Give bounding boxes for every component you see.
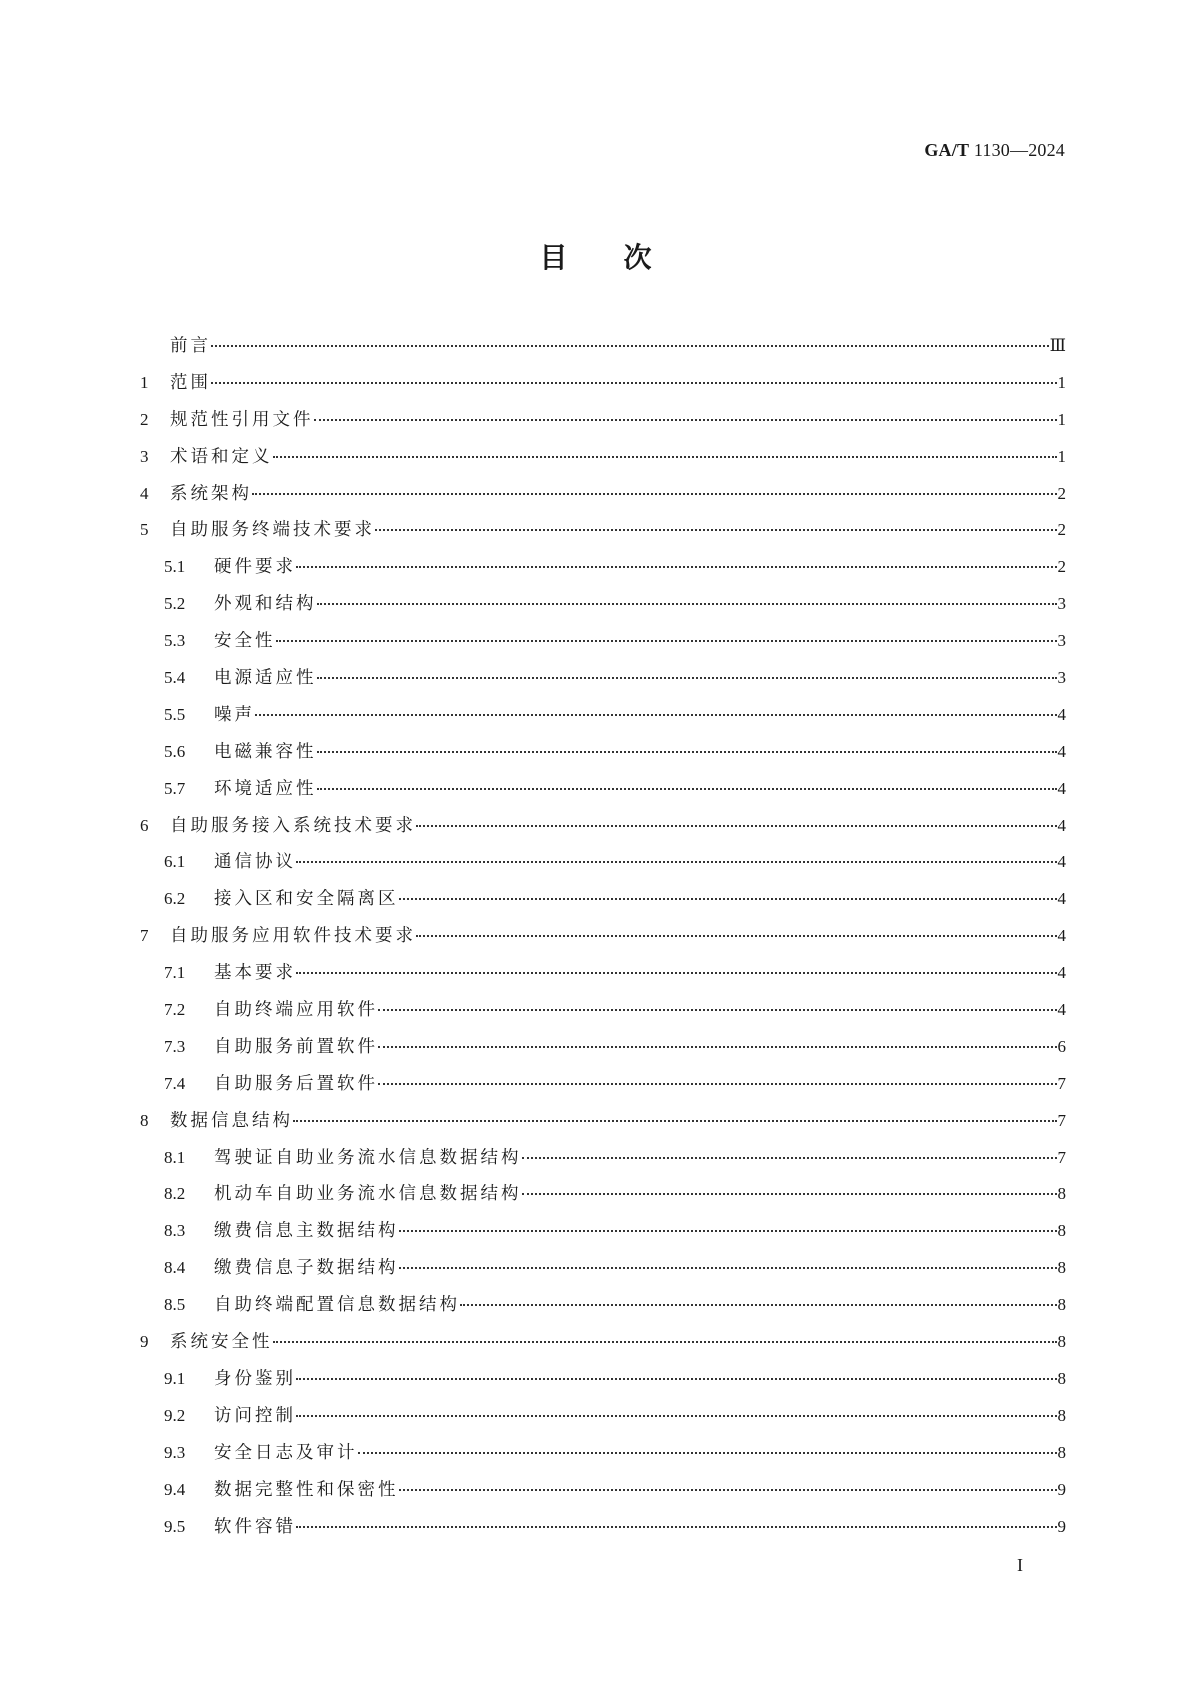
toc-entry-number: 9 <box>140 1332 149 1352</box>
toc-dot-leader <box>255 714 1057 716</box>
toc-entry-number: 8.3 <box>164 1221 186 1241</box>
toc-entry-8-1[interactable] <box>140 1149 1066 1186</box>
toc-entry-title: 环境适应性 <box>214 778 317 799</box>
toc-entry-page: 1 <box>1057 372 1066 392</box>
toc-entry-title: 接入区和安全隔离区 <box>214 889 399 910</box>
toc-entry-page: 4 <box>1057 741 1066 761</box>
toc-entry-page: Ⅲ <box>1049 336 1066 355</box>
toc-entry-number: 6.1 <box>164 852 186 872</box>
toc-entry-number: 5.5 <box>164 704 186 724</box>
toc-dot-leader <box>399 1230 1057 1232</box>
toc-dot-leader <box>378 1009 1057 1011</box>
toc-entry-number: 5.4 <box>164 668 186 688</box>
toc-entry-title: 噪声 <box>214 704 255 725</box>
toc-entry-page: 4 <box>1057 778 1066 798</box>
toc-dot-leader <box>296 861 1057 863</box>
toc-entry-number: 7.2 <box>164 1000 186 1020</box>
toc-entry-title: 系统安全性 <box>170 1332 273 1353</box>
toc-dot-leader <box>416 935 1057 937</box>
toc-entry-title: 术语和定义 <box>170 446 273 467</box>
toc-entry-title: 数据信息结构 <box>170 1110 293 1131</box>
toc-entry-page: 4 <box>1057 926 1066 946</box>
page-number: I <box>1017 1555 1023 1575</box>
toc-entry-number: 5.7 <box>164 778 186 798</box>
toc-entry-9-5[interactable] <box>140 1518 1066 1555</box>
toc-dot-leader <box>375 529 1057 531</box>
toc-entry-title: 自助终端应用软件 <box>214 1000 378 1021</box>
toc-entry-4[interactable] <box>140 485 1066 522</box>
toc-dot-leader <box>317 603 1057 605</box>
toc-entry-8[interactable] <box>140 1112 1066 1149</box>
toc-dot-leader <box>399 1489 1057 1491</box>
toc-entry-page: 9 <box>1057 1516 1066 1536</box>
toc-entry-5-6[interactable] <box>140 743 1066 780</box>
toc-entry-title: 系统架构 <box>170 483 252 504</box>
toc-entry-page: 8 <box>1057 1295 1066 1315</box>
toc-entry-number: 9.3 <box>164 1442 186 1462</box>
toc-entry-page: 3 <box>1057 594 1066 614</box>
toc-entry-9-2[interactable] <box>140 1407 1066 1444</box>
standard-code: 1130—2024 <box>969 140 1065 160</box>
toc-entry-page: 6 <box>1057 1036 1066 1056</box>
toc-entry-page: 7 <box>1057 1147 1066 1167</box>
toc-entry-title: 数据完整性和保密性 <box>214 1479 399 1500</box>
toc-entry-number: 7.4 <box>164 1073 186 1093</box>
toc-entry-title: 外观和结构 <box>214 594 317 615</box>
toc-dot-leader <box>522 1193 1057 1195</box>
toc-entry-title: 身份鉴别 <box>214 1368 296 1389</box>
toc-entry-title: 电源适应性 <box>214 668 317 689</box>
toc-entry-page: 7 <box>1057 1110 1066 1130</box>
toc-entry-title: 硬件要求 <box>214 557 296 578</box>
toc-dot-leader <box>296 972 1057 974</box>
toc-entry-title: 基本要求 <box>214 963 296 984</box>
toc-entry-number: 7.3 <box>164 1036 186 1056</box>
toc-entry-number: 5.2 <box>164 594 186 614</box>
toc-dot-leader <box>296 1526 1057 1528</box>
toc-entry-8-3[interactable] <box>140 1222 1066 1259</box>
toc-entry-title: 通信协议 <box>214 852 296 873</box>
toc-entry-number: 8 <box>140 1110 149 1130</box>
toc-entry-6-1[interactable] <box>140 853 1066 890</box>
toc-entry-7-1[interactable] <box>140 964 1066 1001</box>
toc-entry-number: 8.2 <box>164 1184 186 1204</box>
toc-entry-number: 9.4 <box>164 1479 186 1499</box>
toc-entry-title: 自助服务前置软件 <box>214 1036 378 1057</box>
toc-dot-leader <box>378 1046 1057 1048</box>
toc-entry-title: 前言 <box>170 336 211 356</box>
page-title: 目次 <box>539 241 708 274</box>
toc-dot-leader <box>314 419 1057 421</box>
toc-entry-number: 5.3 <box>164 631 186 651</box>
toc-entry-preface[interactable] <box>140 337 1066 374</box>
toc-entry-7[interactable] <box>140 927 1066 964</box>
toc-entry-number: 9.5 <box>164 1516 186 1536</box>
toc-dot-leader <box>276 640 1057 642</box>
toc-entry-number: 5.6 <box>164 741 186 761</box>
toc-entry-title: 缴费信息主数据结构 <box>214 1221 399 1242</box>
toc-entry-number: 1 <box>140 372 149 392</box>
toc-entry-page: 8 <box>1057 1405 1066 1425</box>
toc-dot-leader <box>399 1267 1057 1269</box>
toc-dot-leader <box>317 788 1057 790</box>
toc-entry-title: 范围 <box>170 372 211 393</box>
toc-entry-title: 访问控制 <box>214 1405 296 1426</box>
toc-entry-9-4[interactable] <box>140 1481 1066 1518</box>
toc-dot-leader <box>399 898 1057 900</box>
toc-entry-title: 规范性引用文件 <box>170 409 314 430</box>
toc-entry-title: 软件容错 <box>214 1516 296 1537</box>
toc-dot-leader <box>378 1083 1057 1085</box>
toc-entry-page: 8 <box>1057 1442 1066 1462</box>
toc-entry-5-2[interactable] <box>140 595 1066 632</box>
toc-entry-5[interactable] <box>140 521 1066 558</box>
toc-entry-2[interactable] <box>140 411 1066 448</box>
toc-entry-page: 2 <box>1057 483 1066 503</box>
toc-entry-8-5[interactable] <box>140 1296 1066 1333</box>
toc-entry-9-3[interactable] <box>140 1444 1066 1481</box>
toc-entry-page: 1 <box>1057 409 1066 429</box>
toc-entry-page: 8 <box>1057 1368 1066 1388</box>
toc-dot-leader <box>273 1341 1057 1343</box>
toc-entry-number: 9.1 <box>164 1368 186 1388</box>
toc-dot-leader <box>317 751 1057 753</box>
toc-dot-leader <box>211 345 1049 347</box>
toc-entry-title: 电磁兼容性 <box>214 741 317 762</box>
toc-dot-leader <box>296 566 1057 568</box>
toc-entry-9-1[interactable] <box>140 1370 1066 1407</box>
toc-entry-8-2[interactable] <box>140 1185 1066 1222</box>
toc-entry-page: 3 <box>1057 631 1066 651</box>
toc-entry-page: 4 <box>1057 963 1066 983</box>
toc-entry-number: 2 <box>140 409 149 429</box>
toc-entry-8-4[interactable] <box>140 1259 1066 1296</box>
toc-entry-page: 9 <box>1057 1479 1066 1499</box>
toc-dot-leader <box>522 1157 1057 1159</box>
table-of-contents <box>140 337 1066 1554</box>
toc-entry-page: 4 <box>1057 1000 1066 1020</box>
toc-entry-5-7[interactable] <box>140 780 1066 817</box>
toc-dot-leader <box>252 493 1057 495</box>
toc-entry-page: 1 <box>1057 446 1066 466</box>
toc-entry-title: 自助服务应用软件技术要求 <box>170 926 416 947</box>
toc-entry-page: 8 <box>1057 1184 1066 1204</box>
toc-entry-page: 8 <box>1057 1258 1066 1278</box>
toc-entry-title: 机动车自助业务流水信息数据结构 <box>214 1184 522 1205</box>
toc-entry-title: 自助服务后置软件 <box>214 1073 378 1094</box>
standard-number <box>924 140 1065 161</box>
toc-entry-1[interactable] <box>140 374 1066 411</box>
toc-entry-number: 9.2 <box>164 1405 186 1425</box>
toc-entry-5-5[interactable] <box>140 706 1066 743</box>
toc-dot-leader <box>317 677 1057 679</box>
toc-entry-number: 5 <box>140 520 149 540</box>
toc-entry-page: 3 <box>1057 668 1066 688</box>
toc-entry-title: 安全性 <box>214 631 276 652</box>
toc-dot-leader <box>416 825 1057 827</box>
toc-dot-leader <box>293 1120 1057 1122</box>
toc-entry-number: 5.1 <box>164 557 186 577</box>
toc-dot-leader <box>358 1452 1057 1454</box>
toc-entry-page: 7 <box>1057 1073 1066 1093</box>
toc-dot-leader <box>211 382 1057 384</box>
toc-entry-title: 缴费信息子数据结构 <box>214 1258 399 1279</box>
toc-entry-7-3[interactable] <box>140 1038 1066 1075</box>
toc-entry-number: 6.2 <box>164 889 186 909</box>
toc-entry-page: 4 <box>1057 852 1066 872</box>
toc-dot-leader <box>273 456 1057 458</box>
toc-entry-7-4[interactable] <box>140 1075 1066 1112</box>
toc-entry-number: 8.5 <box>164 1295 186 1315</box>
toc-entry-5-1[interactable] <box>140 558 1066 595</box>
toc-dot-leader <box>296 1378 1057 1380</box>
toc-entry-page: 2 <box>1057 557 1066 577</box>
toc-entry-title: 驾驶证自助业务流水信息数据结构 <box>214 1147 522 1168</box>
toc-entry-page: 4 <box>1057 704 1066 724</box>
toc-entry-number: 8.1 <box>164 1147 186 1167</box>
toc-entry-number: 4 <box>140 483 149 503</box>
toc-entry-6-2[interactable] <box>140 890 1066 927</box>
toc-entry-page: 8 <box>1057 1221 1066 1241</box>
toc-entry-number: 3 <box>140 446 149 466</box>
toc-entry-9[interactable] <box>140 1333 1066 1370</box>
toc-entry-number: 7.1 <box>164 963 186 983</box>
toc-entry-6[interactable] <box>140 817 1066 854</box>
toc-entry-3[interactable] <box>140 448 1066 485</box>
toc-entry-5-3[interactable] <box>140 632 1066 669</box>
toc-dot-leader <box>460 1304 1057 1306</box>
toc-entry-number: 8.4 <box>164 1258 186 1278</box>
toc-entry-number: 6 <box>140 815 149 835</box>
toc-entry-title: 自助服务终端技术要求 <box>170 520 375 541</box>
toc-entry-page: 2 <box>1057 520 1066 540</box>
toc-entry-number: 7 <box>140 926 149 946</box>
toc-entry-7-2[interactable] <box>140 1001 1066 1038</box>
toc-entry-page: 4 <box>1057 815 1066 835</box>
toc-entry-title: 自助终端配置信息数据结构 <box>214 1295 460 1316</box>
toc-entry-page: 8 <box>1057 1332 1066 1352</box>
toc-dot-leader <box>296 1415 1057 1417</box>
standard-prefix: GA/T <box>924 140 970 160</box>
toc-entry-title: 自助服务接入系统技术要求 <box>170 815 416 836</box>
toc-entry-5-4[interactable] <box>140 669 1066 706</box>
toc-entry-page: 4 <box>1057 889 1066 909</box>
toc-entry-title: 安全日志及审计 <box>214 1442 358 1463</box>
